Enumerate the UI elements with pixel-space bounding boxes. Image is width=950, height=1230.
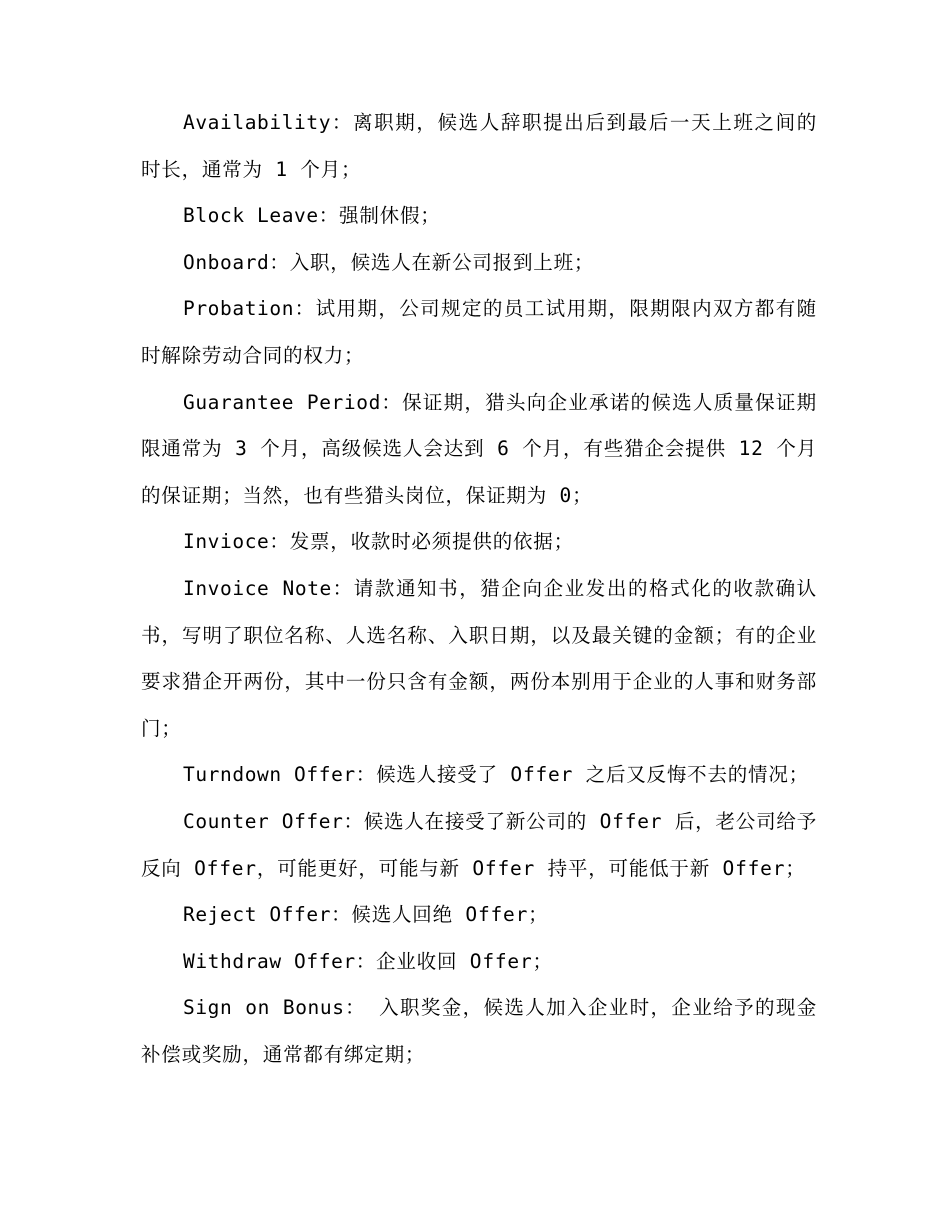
entry-definition: ：入职，候选人在新公司报到上班；	[269, 250, 595, 274]
entry-term: Availability	[183, 111, 332, 134]
entry-definition: ：试用期，公司规定的员工试用期，限期限内双方都有随时解除劳动合同的权力；	[141, 297, 817, 367]
entry-term: Reject Offer	[183, 903, 332, 927]
glossary-entry	[141, 799, 817, 892]
entry-definition: ：强制休假；	[318, 204, 441, 228]
glossary-entry	[141, 752, 817, 799]
entry-term: Counter Offer	[183, 809, 344, 833]
entry-definition: ：候选人接受了 Offer 之后又反悔不去的情况；	[355, 763, 809, 787]
entry-term: Sign on Bonus	[183, 996, 345, 1020]
entry-term: Probation	[183, 297, 295, 321]
entry-definition: ：离职期，候选人辞职提出后到最后一天上班之间的时长，通常为 1 个月；	[141, 111, 817, 181]
glossary-entry	[141, 519, 817, 566]
entry-term: Withdraw Offer	[183, 949, 356, 973]
glossary-body	[141, 100, 817, 1078]
entry-definition: ：保证期，猎头向企业承诺的候选人质量保证期限通常为 3 个月，高级候选人会达到 6 个月，有些猎企会提供 12 个月的保证期；当然，也有些猎头岗位，保证期为 0；	[141, 390, 817, 507]
glossary-entry	[141, 193, 817, 240]
entry-term: Invoice Note	[183, 576, 332, 600]
entry-term: Block Leave	[183, 204, 319, 228]
entry-definition: ：企业收回 Offer；	[355, 949, 553, 973]
entry-term: Onboard	[183, 250, 270, 274]
glossary-entry	[141, 286, 817, 379]
glossary-entry	[141, 892, 817, 939]
entry-term: Turndown Offer	[183, 763, 356, 787]
entry-definition: ： 入职奖金，候选人加入企业时，企业给予的现金补偿或奖励，通常都有绑定期；	[141, 996, 818, 1066]
glossary-entry	[141, 240, 817, 287]
glossary-entry	[141, 100, 817, 193]
entry-definition: ：请款通知书，猎企向企业发出的格式化的收款确认书，写明了职位名称、人选名称、入职日期，以及最关键的金额；有的企业要求猎企开两份，其中一份只含有金额，两份本别用于企业的人事和财务部门；	[141, 576, 817, 740]
entry-term: Guarantee Period	[183, 390, 381, 414]
entry-term: Invioce	[183, 530, 270, 554]
glossary-entry	[141, 566, 817, 752]
entry-definition: ：发票，收款时必须提供的依据；	[269, 530, 574, 554]
entry-definition: ：候选人在接受了新公司的 Offer 后，老公司给予反向 Offer，可能更好，可能与新 Offer 持平，可能低于新 Offer；	[141, 809, 818, 880]
glossary-entry	[141, 985, 817, 1078]
glossary-entry	[141, 939, 817, 986]
glossary-entry	[141, 380, 817, 520]
entry-definition: ：候选人回绝 Offer；	[331, 903, 549, 927]
